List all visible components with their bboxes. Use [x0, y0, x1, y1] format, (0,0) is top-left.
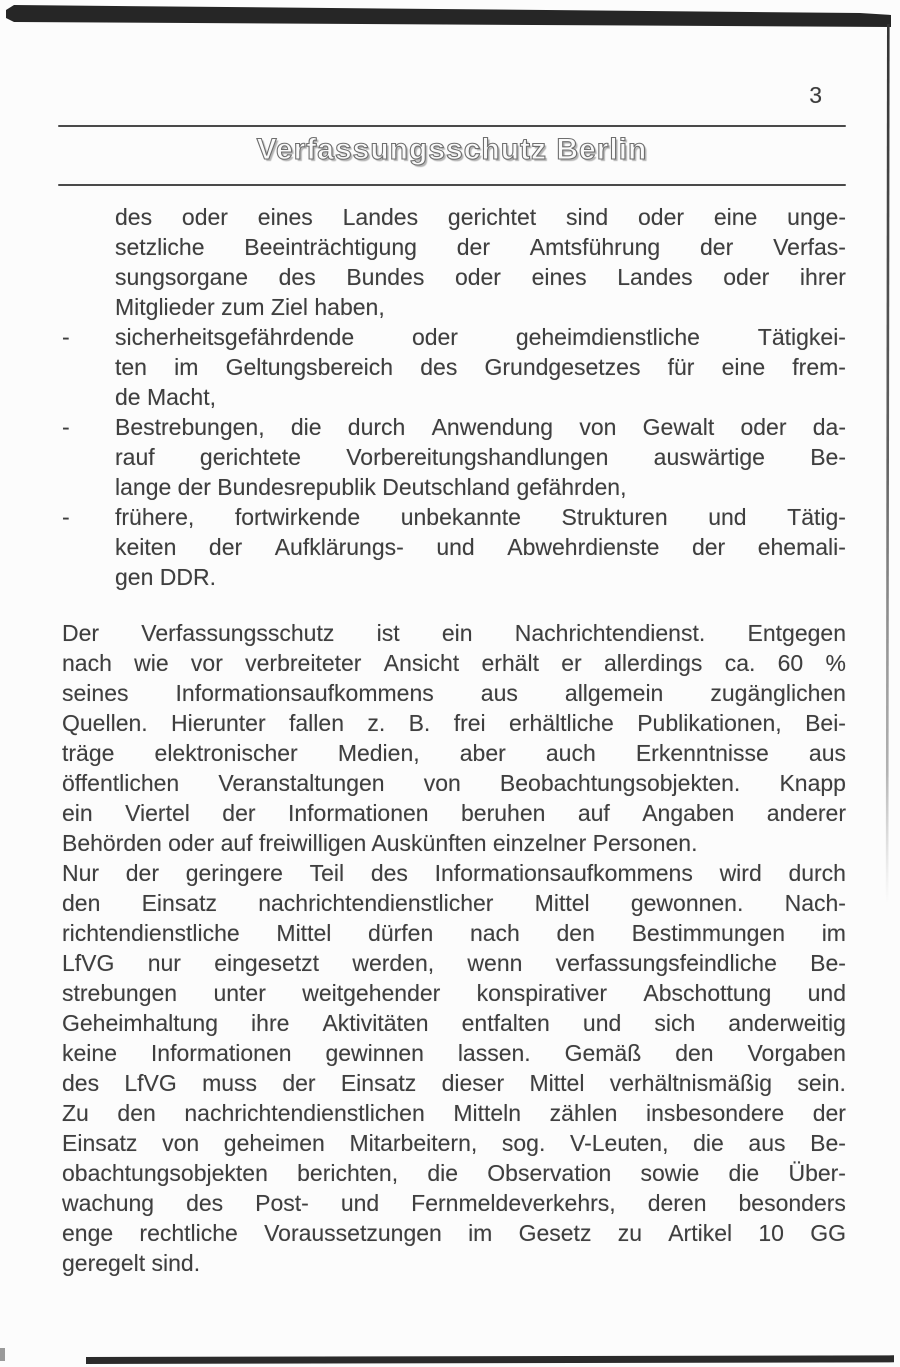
text-line: träge elektronischer Medien, aber auch Erkenntnisse aus	[62, 740, 846, 766]
text-line: wachung des Post- und Fernmeldeverkehrs, deren besonders	[62, 1190, 846, 1216]
list-dash: -	[62, 414, 70, 440]
list-item	[62, 202, 846, 322]
page-body	[62, 202, 846, 1278]
paragraphs	[62, 618, 846, 1278]
list-dash: -	[62, 324, 70, 350]
paragraph	[62, 858, 846, 1278]
text-line: lange der Bundesrepublik Deutschland gefährden,	[115, 474, 627, 500]
list-item-text	[115, 322, 846, 412]
bullet-list	[62, 202, 846, 592]
text-line: des LfVG muss der Einsatz dieser Mittel verhältnismäßig sein.	[62, 1070, 846, 1096]
scan-top-bar	[6, 5, 891, 27]
text-line: Der Verfassungsschutz ist ein Nachrichtendienst. Entgegen	[62, 620, 846, 646]
text-line: frühere, fortwirkende unbekannte Strukturen und Tätig-	[115, 504, 846, 530]
header-title: Verfassungsschutz Berlin	[256, 133, 648, 166]
list-item-text	[115, 202, 846, 322]
list-item	[62, 412, 846, 502]
text-line: Zu den nachrichtendienstlichen Mitteln zählen insbesondere der	[62, 1100, 846, 1126]
text-line: nach wie vor verbreiteter Ansicht erhält er allerdings ca. 60 %	[62, 650, 846, 676]
text-line: Nur der geringere Teil des Informationsaufkommens wird durch	[62, 860, 846, 886]
text-line: gen DDR.	[115, 564, 216, 590]
list-item	[62, 322, 846, 412]
paragraph	[62, 618, 846, 858]
text-line: Einsatz von geheimen Mitarbeitern, sog. V-Leuten, die aus Be-	[62, 1130, 846, 1156]
text-line: den Einsatz nachrichtendienstlicher Mittel gewonnen. Nach-	[62, 890, 846, 916]
text-line: ein Viertel der Informationen beruhen auf Angaben anderer	[62, 800, 846, 826]
text-line: geregelt sind.	[62, 1250, 201, 1276]
text-line: keiten der Aufklärungs- und Abwehrdienste der ehemali-	[115, 534, 846, 560]
list-item	[62, 502, 846, 592]
text-line: Bestrebungen, die durch Anwendung von Gewalt oder da-	[115, 414, 846, 440]
text-line: öffentlichen Veranstaltungen von Beobachtungsobjekten. Knapp	[62, 770, 846, 796]
list-dash	[62, 202, 115, 232]
text-line: LfVG nur eingesetzt werden, wenn verfassungsfeindliche Be-	[62, 950, 846, 976]
list-item-text	[115, 502, 846, 592]
text-line: Behörden oder auf freiwilligen Auskünften einzelner Personen.	[62, 830, 698, 856]
header-rule-top	[58, 125, 846, 127]
text-line: de Macht,	[115, 384, 216, 410]
text-line: Quellen. Hierunter fallen z. B. frei erhältliche Publikationen, Bei-	[62, 710, 846, 736]
scan-left-speck	[0, 1348, 5, 1361]
text-line: obachtungsobjekten berichten, die Observation sowie die Über-	[62, 1160, 846, 1186]
page-number: 3	[809, 82, 822, 108]
list-dash: -	[62, 504, 70, 530]
text-line: Mitglieder zum Ziel haben,	[115, 294, 385, 320]
text-line: sungsorgane des Bundes oder eines Landes oder ihrer	[115, 264, 846, 290]
text-line: des oder eines Landes gerichtet sind oder eine unge-	[115, 204, 846, 230]
text-line: rauf gerichtete Vorbereitungshandlungen auswärtige Be-	[115, 444, 846, 470]
text-line: enge rechtliche Voraussetzungen im Gesetz zu Artikel 10 GG	[62, 1220, 846, 1246]
text-line: seines Informationsaufkommens aus allgemein zugänglichen	[62, 680, 846, 706]
text-line: keine Informationen gewinnen lassen. Gemäß den Vorgaben	[62, 1040, 846, 1066]
text-line: strebungen unter weitgehender konspirativer Abschottung und	[62, 980, 846, 1006]
text-line: ten im Geltungsbereich des Grundgesetzes für eine frem-	[115, 354, 846, 380]
header-rule-bottom	[58, 184, 846, 186]
text-line: richtendienstliche Mittel dürfen nach den Bestimmungen im	[62, 920, 846, 946]
scan-bottom-bar	[86, 1355, 894, 1364]
text-line: Geheimhaltung ihre Aktivitäten entfalten und sich anderweitig	[62, 1010, 846, 1036]
list-item-text	[115, 412, 846, 502]
scan-right-edge-line	[886, 24, 890, 904]
text-line: sicherheitsgefährdende oder geheimdienstliche Tätigkei-	[115, 324, 846, 350]
text-line: setzliche Beeinträchtigung der Amtsführung der Verfas-	[115, 234, 846, 260]
